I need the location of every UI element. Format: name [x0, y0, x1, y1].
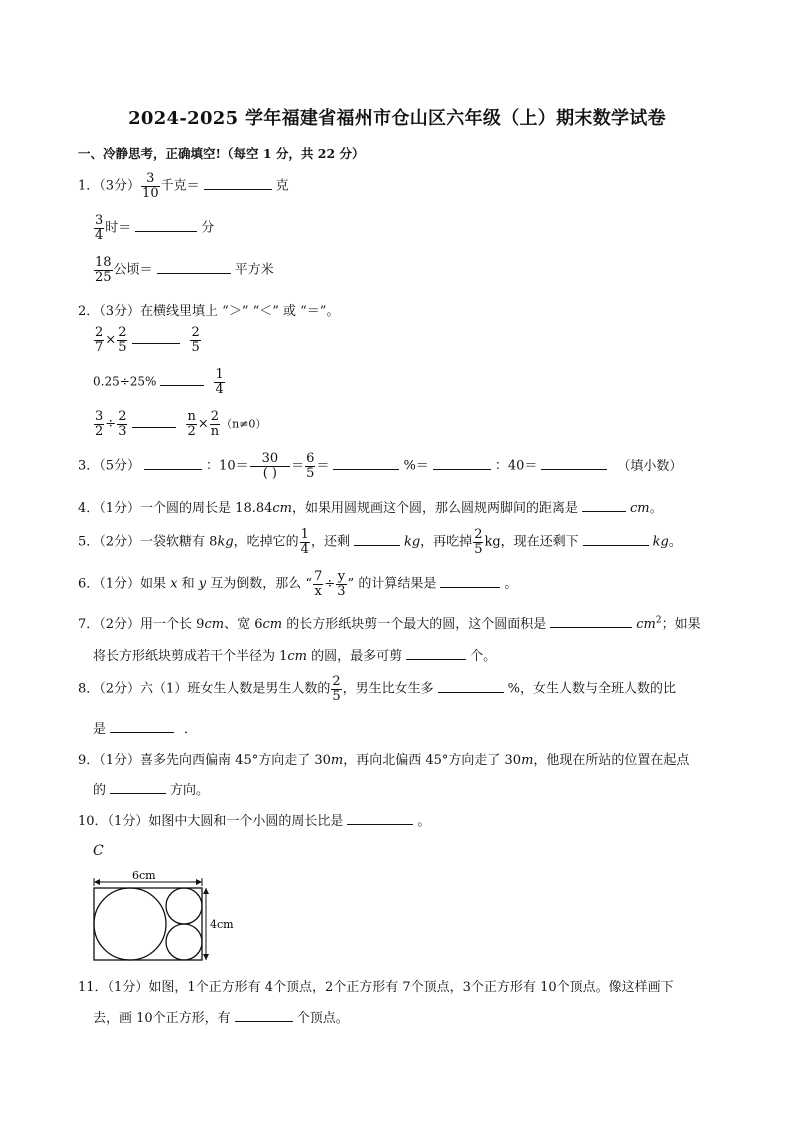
question-6: 6．（1分）如果 x 和 y 互为倒数，那么 “ $\frac{7}{x}$ ÷ $\frac{y}{3}$ ” 的计算结果是 。	[78, 569, 518, 599]
answer-blank[interactable]	[406, 646, 466, 660]
answer-blank[interactable]	[347, 811, 413, 825]
fraction: $\frac{3}{4}$	[95, 213, 104, 243]
answer-blank[interactable]	[582, 498, 626, 512]
question-1-line-3: $\frac{18}{25}$ 公顷＝ 平方米	[95, 255, 274, 285]
small-circle-top	[166, 888, 202, 924]
page-title: 2024-2025 学年福建省福州市仓山区六年级（上）期末数学试卷	[128, 108, 666, 129]
small-circle-bottom	[166, 924, 202, 960]
question-1-line-2: $\frac{3}{4}$ 时＝ 分	[95, 213, 215, 243]
width-label: 6cm	[132, 869, 156, 882]
large-circle	[94, 888, 166, 960]
question-2-row-2: 0.25÷25% $\frac{1}{4}$	[93, 367, 224, 397]
height-label: 4cm	[210, 918, 234, 931]
question-3: 3．（5分） ：10＝ $\frac{30}{( )}$ ＝ $\frac{6}{5}$ ＝ %＝ ：40＝ （填小数）	[78, 451, 683, 481]
answer-blank[interactable]	[354, 532, 400, 546]
circles-figure	[88, 864, 248, 964]
answer-blank[interactable]	[235, 1008, 293, 1022]
question-8: 8．（2分）六（1）班女生人数是男生人数的 $\frac{2}{5}$ ，男生比女生多 %，女生人数与全班人数的比	[78, 674, 676, 704]
answer-blank[interactable]	[333, 456, 399, 470]
answer-blank[interactable]	[132, 414, 176, 428]
answer-blank[interactable]	[204, 176, 272, 190]
question-4: 4．（1分）一个圆的周长是 18.84cm，如果用圆规画这个圆，那么圆规两脚间的距离是 cm。	[78, 497, 663, 516]
question-2-row-1: $\frac{2}{7}$ × $\frac{2}{5}$ $\frac{2}{5}$	[95, 325, 200, 355]
figure-label-c: C	[93, 843, 104, 859]
question-10: 10．（1分）如图中大圆和一个小圆的周长比是 。	[78, 810, 430, 829]
question-1: 1．（3分） $\frac{3}{10}$ 千克＝ 克	[78, 171, 289, 201]
answer-blank[interactable]	[583, 532, 649, 546]
fraction: $\frac{3}{10}$	[142, 171, 159, 201]
answer-blank[interactable]	[541, 456, 607, 470]
question-11: 11．（1分）如图，1个正方形有 4个顶点，2个正方形有 7个顶点，3个正方形有 10个顶点。像这样画下	[78, 980, 674, 995]
answer-blank[interactable]	[132, 330, 180, 344]
question-11-line-2: 去，画 10个正方形，有 个顶点。	[93, 1007, 349, 1026]
question-8-line-2: 是 ．	[93, 718, 197, 737]
section-heading: 一、冷静思考，正确填空!（每空 1 分，共 22 分）	[78, 146, 365, 161]
question-2: 2．（3分）在横线里填上 “＞” “＜” 或 “＝”。	[78, 304, 340, 319]
question-7: 7．（2分）用一个长 9cm、宽 6cm 的长方形纸块剪一个最大的圆，这个圆面积是 $cm^2$；如果	[78, 615, 701, 632]
fraction: $\frac{18}{25}$	[95, 255, 112, 285]
question-9-line-2: 的 方向。	[93, 779, 209, 798]
answer-blank[interactable]	[110, 719, 174, 733]
question-9: 9．（1分）喜多先向西偏南 45°方向走了 30m，再向北偏西 45°方向走了 30m，他现在所站的位置在起点	[78, 753, 690, 768]
answer-blank[interactable]	[160, 372, 204, 386]
answer-blank[interactable]	[110, 780, 166, 794]
question-5: 5．（2分）一袋软糖有 8kg，吃掉它的 $\frac{1}{4}$ ，还剩 kg，再吃掉 $\frac{2}{5}$ kg，现在还剩下 kg。	[78, 527, 682, 557]
answer-blank[interactable]	[440, 574, 500, 588]
question-2-row-3: $\frac{3}{2}$ ÷ $\frac{2}{3}$ $\frac{n}{2}$ × $\frac{2}{n}$ （n≠0）	[95, 409, 267, 439]
answer-blank[interactable]	[433, 456, 491, 470]
answer-blank[interactable]	[135, 218, 197, 232]
answer-blank[interactable]	[144, 456, 202, 470]
answer-blank[interactable]	[438, 679, 504, 693]
answer-blank[interactable]	[157, 260, 231, 274]
answer-blank[interactable]	[550, 614, 632, 628]
question-7-line-2: 将长方形纸块剪成若干个半径为 1cm 的圆，最多可剪 个。	[93, 645, 496, 664]
